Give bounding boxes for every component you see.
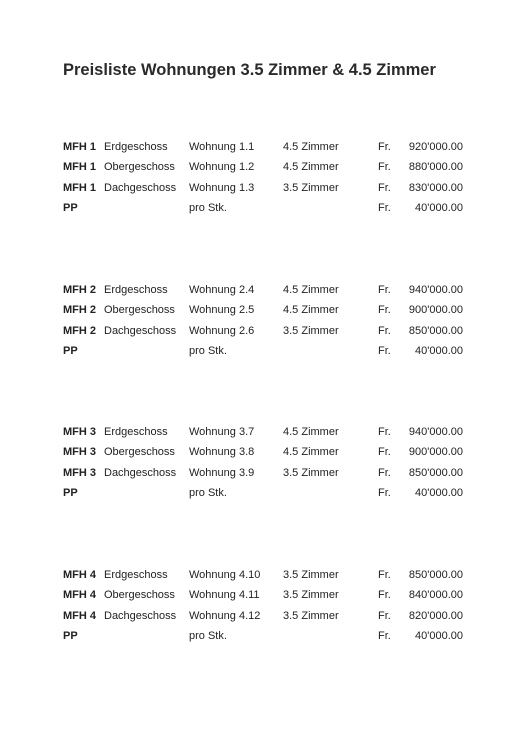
table-row: [0, 422, 530, 442]
price-block-mfh-3: [0, 422, 530, 504]
rooms-cell: 4.5 Zimmer: [283, 141, 339, 153]
table-row: [0, 463, 530, 483]
floor-cell: Erdgeschoss: [104, 141, 168, 153]
house-cell: PP: [63, 630, 78, 643]
unit-cell: Wohnung 2.4: [189, 284, 255, 296]
house-cell: MFH 2: [63, 304, 96, 317]
price-cell: 40'000.00: [415, 487, 463, 500]
price-cell: 940'000.00: [408, 284, 463, 296]
floor-cell: Dachgeschoss: [104, 609, 177, 622]
house-cell: MFH 2: [63, 324, 96, 337]
currency-cell: Fr.: [378, 426, 391, 438]
floor-cell: Erdgeschoss: [104, 426, 168, 438]
currency-cell: Fr.: [378, 324, 391, 337]
currency-cell: Fr.: [378, 609, 391, 622]
house-cell: PP: [63, 202, 78, 215]
currency-cell: Fr.: [378, 284, 391, 296]
price-block-mfh-4: [0, 565, 530, 647]
currency-cell: Fr.: [378, 345, 391, 358]
rooms-cell: 3.5 Zimmer: [283, 466, 339, 479]
unit-cell: Wohnung 1.2: [189, 161, 255, 174]
table-row: [0, 137, 530, 157]
table-row: [0, 300, 530, 320]
table-row: [0, 626, 530, 646]
unit-cell: Wohnung 4.11: [189, 589, 260, 602]
unit-cell: Wohnung 3.7: [189, 426, 255, 438]
house-cell: MFH 4: [63, 609, 96, 622]
price-cell: 900'000.00: [408, 446, 463, 459]
currency-cell: Fr.: [378, 487, 391, 500]
table-row: [0, 606, 530, 626]
unit-cell: Wohnung 4.12: [189, 609, 261, 622]
price-block-mfh-1: [0, 137, 530, 219]
unit-cell: Wohnung 2.5: [189, 304, 255, 317]
currency-cell: Fr.: [378, 161, 391, 174]
currency-cell: Fr.: [378, 466, 391, 479]
table-row: [0, 565, 530, 585]
rooms-cell: 3.5 Zimmer: [283, 569, 339, 581]
rooms-cell: 3.5 Zimmer: [283, 609, 339, 622]
house-cell: MFH 4: [63, 569, 96, 581]
page-title: Preisliste Wohnungen 3.5 Zimmer & 4.5 Zimmer: [63, 61, 436, 79]
table-row: [0, 483, 530, 503]
floor-cell: Obergeschoss: [104, 446, 175, 459]
floor-cell: Obergeschoss: [104, 304, 175, 317]
price-cell: 880'000.00: [408, 161, 463, 174]
unit-cell: pro Stk.: [189, 202, 227, 215]
currency-cell: Fr.: [378, 569, 391, 581]
unit-cell: pro Stk.: [189, 345, 227, 358]
unit-cell: pro Stk.: [189, 630, 227, 643]
floor-cell: Obergeschoss: [104, 161, 175, 174]
price-cell: 920'000.00: [408, 141, 463, 153]
price-cell: 900'000.00: [408, 304, 463, 317]
rooms-cell: 4.5 Zimmer: [283, 161, 339, 174]
unit-cell: Wohnung 3.8: [189, 446, 255, 459]
price-cell: 850'000.00: [408, 324, 463, 337]
rooms-cell: 4.5 Zimmer: [283, 304, 339, 317]
floor-cell: Dachgeschoss: [104, 181, 177, 194]
currency-cell: Fr.: [378, 202, 391, 215]
house-cell: MFH 3: [63, 446, 96, 459]
table-row: [0, 585, 530, 605]
floor-cell: Erdgeschoss: [104, 284, 168, 296]
rooms-cell: 3.5 Zimmer: [283, 589, 339, 602]
house-cell: MFH 3: [63, 426, 96, 438]
price-block-mfh-2: [0, 280, 530, 362]
rooms-cell: 4.5 Zimmer: [283, 284, 339, 296]
currency-cell: Fr.: [378, 304, 391, 317]
currency-cell: Fr.: [378, 141, 391, 153]
house-cell: PP: [63, 345, 78, 358]
price-cell: 40'000.00: [415, 345, 463, 358]
unit-cell: Wohnung 2.6: [189, 324, 255, 337]
unit-cell: Wohnung 4.10: [189, 569, 261, 581]
currency-cell: Fr.: [378, 589, 391, 602]
house-cell: MFH 4: [63, 589, 96, 602]
rooms-cell: 3.5 Zimmer: [283, 324, 339, 337]
floor-cell: Dachgeschoss: [104, 324, 177, 337]
house-cell: MFH 1: [63, 161, 96, 174]
table-row: [0, 442, 530, 462]
rooms-cell: 4.5 Zimmer: [283, 446, 339, 459]
price-cell: 940'000.00: [408, 426, 463, 438]
price-cell: 850'000.00: [408, 466, 463, 479]
floor-cell: Obergeschoss: [104, 589, 175, 602]
table-row: [0, 321, 530, 341]
price-cell: 820'000.00: [408, 609, 463, 622]
house-cell: MFH 3: [63, 466, 96, 479]
house-cell: MFH 2: [63, 284, 96, 296]
floor-cell: Erdgeschoss: [104, 569, 168, 581]
price-cell: 830'000.00: [408, 181, 463, 194]
unit-cell: Wohnung 3.9: [189, 466, 255, 479]
house-cell: MFH 1: [63, 181, 96, 194]
price-cell: 840'000.00: [408, 589, 463, 602]
unit-cell: pro Stk.: [189, 487, 227, 500]
currency-cell: Fr.: [378, 630, 391, 643]
house-cell: PP: [63, 487, 78, 500]
rooms-cell: 4.5 Zimmer: [283, 426, 339, 438]
house-cell: MFH 1: [63, 141, 96, 153]
floor-cell: Dachgeschoss: [104, 466, 177, 479]
table-row: [0, 178, 530, 198]
table-row: [0, 280, 530, 300]
price-cell: 40'000.00: [415, 630, 463, 643]
unit-cell: Wohnung 1.1: [189, 141, 255, 153]
table-row: [0, 157, 530, 177]
rooms-cell: 3.5 Zimmer: [283, 181, 339, 194]
price-cell: 850'000.00: [408, 569, 463, 581]
unit-cell: Wohnung 1.3: [189, 181, 255, 194]
table-row: [0, 341, 530, 361]
price-cell: 40'000.00: [415, 202, 463, 215]
table-row: [0, 198, 530, 218]
currency-cell: Fr.: [378, 446, 391, 459]
currency-cell: Fr.: [378, 181, 391, 194]
